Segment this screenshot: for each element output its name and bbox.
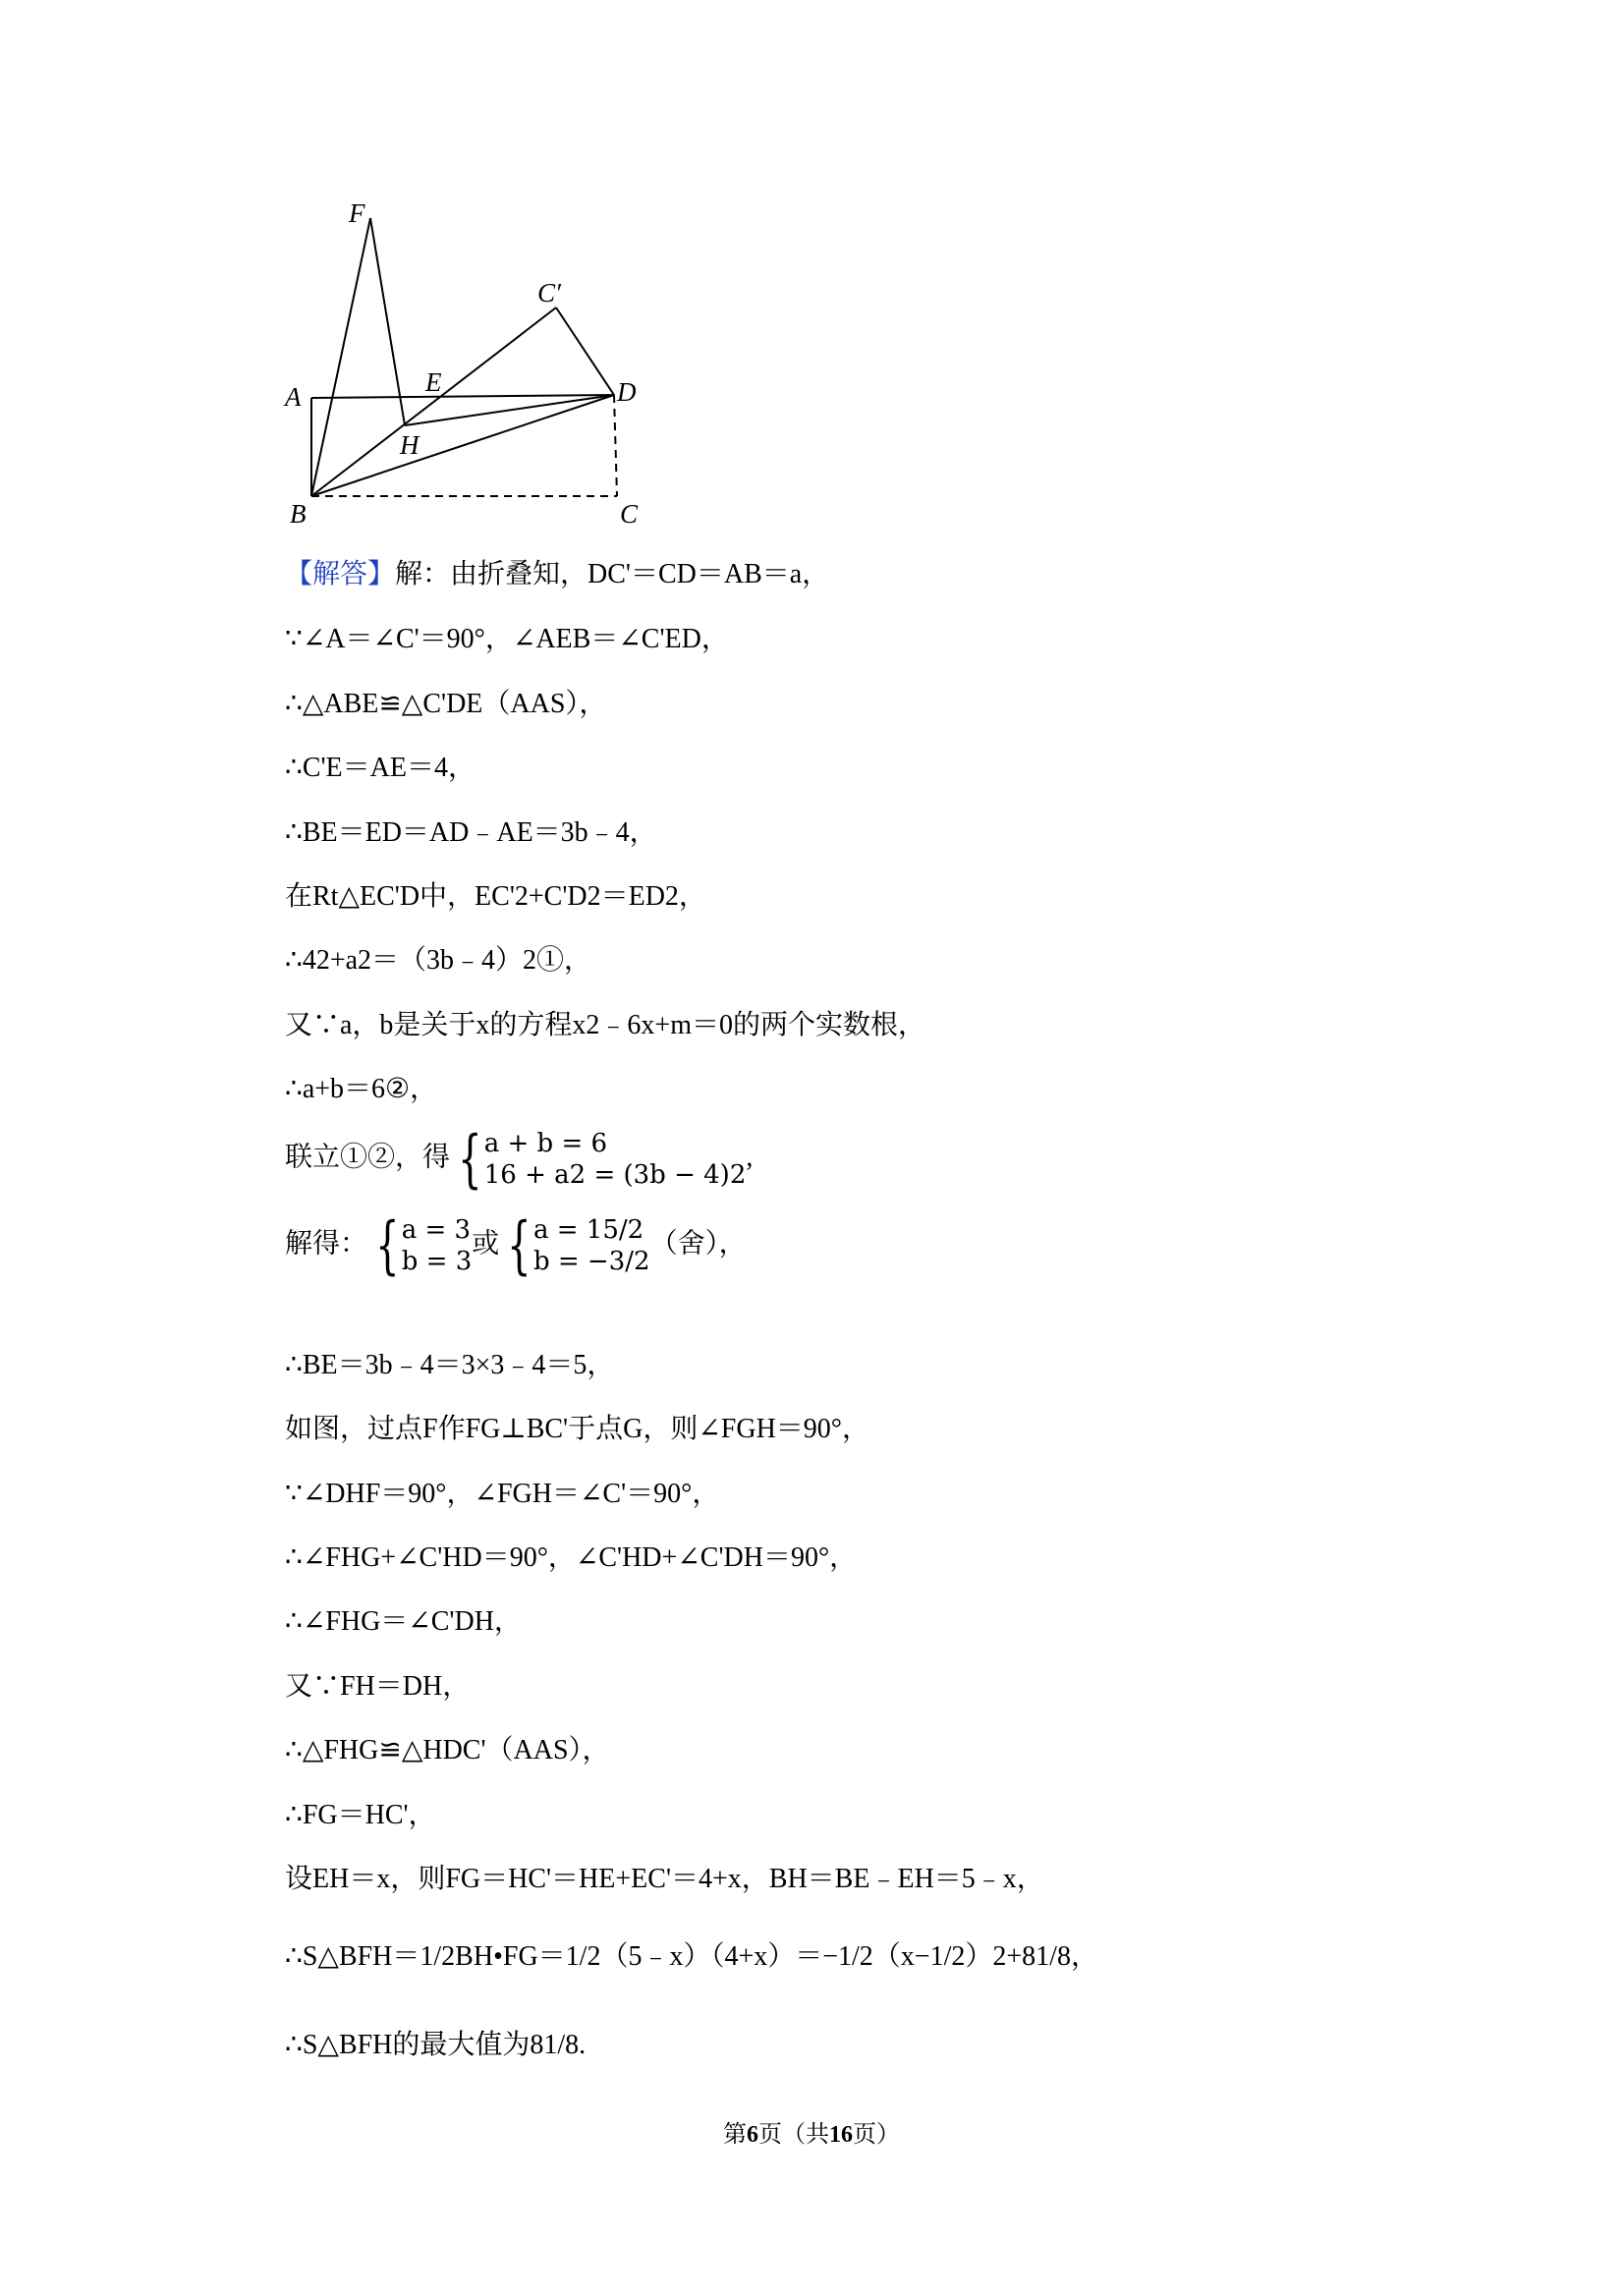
label-f: F <box>349 198 365 228</box>
solution-line-7: ∴42+a2＝（3b﹣4）2①， <box>285 945 592 976</box>
solution-line-2: ∵∠A＝∠C'＝90°，∠AEB＝∠C'ED， <box>285 624 729 654</box>
geometry-figure <box>275 196 648 540</box>
left-brace: { <box>375 1209 400 1282</box>
solution-line-9: ∴a+b＝6②， <box>285 1074 438 1104</box>
sol1-a: a = 3 <box>401 1215 472 1245</box>
label-a: A <box>285 382 302 412</box>
solution-text-1: 解：由折叠知，DC'＝CD＝AB＝a， <box>395 559 830 589</box>
label-d: D <box>617 377 637 407</box>
page-footer: 第6页（共16页） <box>723 2122 900 2148</box>
solve-prefix: 解得： <box>285 1228 368 1260</box>
total-pages: 16 <box>829 2122 853 2148</box>
label-e: E <box>425 367 442 397</box>
fold-diagram <box>275 196 648 540</box>
sol2-a: a = 15/2 <box>532 1215 644 1245</box>
solution-line-1 <box>285 555 829 594</box>
solution-line-22: ∴S△BFH的最大值为81/8. <box>285 2030 587 2060</box>
solution-set-1 <box>402 1214 473 1277</box>
segment-cd-dashed <box>614 395 617 496</box>
segment-bc-prime <box>311 308 556 496</box>
equation-system <box>484 1128 747 1191</box>
segment-ad <box>311 395 614 398</box>
solution-set-2 <box>533 1214 650 1277</box>
solution-line-10: 联立①②，得 { a + b = 6 16 + a2 = (3b − 4)2 , <box>285 1123 754 1196</box>
solution-line-16: ∴∠FHG＝∠C'DH， <box>285 1606 522 1637</box>
left-brace: { <box>458 1123 482 1196</box>
solution-line-11 <box>285 1209 747 1282</box>
solution-line-19: ∴FG＝HC'， <box>285 1800 436 1830</box>
solution-line-15: ∴∠FHG+∠C'HD＝90°，∠C'HD+∠C'DH＝90°， <box>285 1542 858 1573</box>
segment-bf <box>311 218 370 496</box>
solution-line-20: 设EH＝x，则FG＝HC'＝HE+EC'＝4+x，BH＝BE﹣EH＝5﹣x， <box>285 1864 1044 1894</box>
system-prefix: 联立①②，得 <box>285 1142 451 1173</box>
reject-note: （舍）， <box>649 1228 747 1260</box>
page-number: 6 <box>747 2122 758 2148</box>
label-b: B <box>290 499 307 529</box>
solution-line-18: ∴△FHG≌△HDC'（AAS）， <box>285 1735 610 1765</box>
segment-c-prime-d <box>556 308 614 395</box>
label-c: C <box>620 499 639 529</box>
solution-line-3: ∴△ABE≌△C'DE（AAS）， <box>285 689 607 719</box>
label-h: H <box>400 430 420 460</box>
sol2-b: b = −3/2 <box>532 1247 650 1276</box>
segment-bd <box>311 395 614 496</box>
segment-fh <box>370 218 405 425</box>
solution-line-6: 在Rt△EC'D中，EC'2+C'D2＝ED2， <box>285 881 706 912</box>
solution-line-5: ∴BE＝ED＝AD﹣AE＝3b﹣4， <box>285 817 657 848</box>
solution-line-4: ∴C'E＝AE＝4， <box>285 753 476 783</box>
solution-line-21: ∴S△BFH＝1/2BH•FG＝1/2（5﹣x）（4+x）＝−1/2（x−1/2）2+81/8， <box>285 1941 1098 1972</box>
equation-2: 16 + a2 = (3b − 4)2 <box>483 1160 747 1190</box>
or-word: 或 <box>472 1228 500 1260</box>
answer-tag: 【解答】 <box>285 559 396 589</box>
solution-line-14: ∵∠DHF＝90°，∠FGH＝∠C'＝90°， <box>285 1479 720 1509</box>
sol1-b: b = 3 <box>401 1247 473 1276</box>
solution-line-13: 如图，过点F作FG⊥BC'于点G，则∠FGH＝90°， <box>285 1414 869 1444</box>
solution-line-12: ∴BE＝3b﹣4＝3×3﹣4＝5， <box>285 1350 615 1380</box>
label-c-prime: C′ <box>537 278 561 308</box>
solution-line-8: 又∵a，b是关于x的方程x2﹣6x+m＝0的两个实数根， <box>285 1010 926 1040</box>
equation-1: a + b = 6 <box>483 1129 608 1158</box>
left-brace: { <box>507 1209 532 1282</box>
solution-line-17: 又∵FH＝DH， <box>285 1671 471 1702</box>
